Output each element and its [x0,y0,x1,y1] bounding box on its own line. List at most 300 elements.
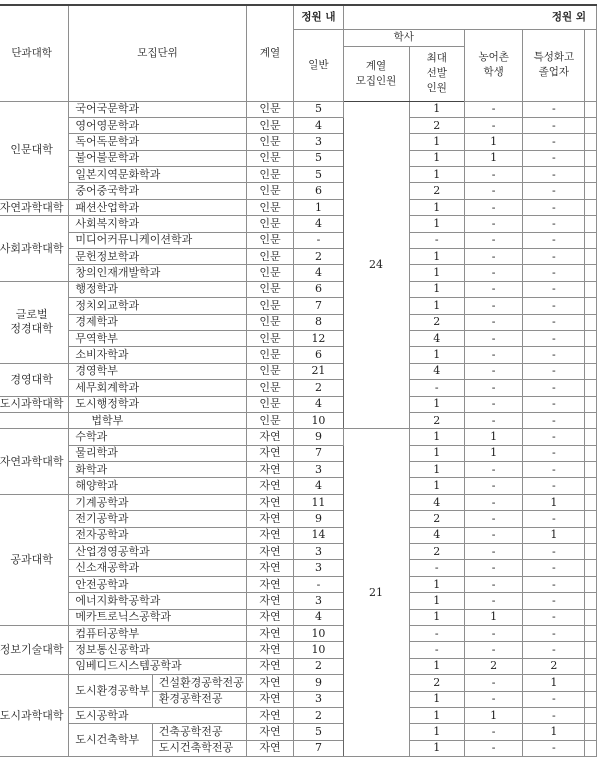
college-cell: 사회과학대학 [0,216,69,282]
rural-student-cell: 1 [465,134,523,150]
max-select-cell: 1 [409,724,464,740]
general-quota-cell: 3 [294,560,343,576]
field-cell: 인문 [246,150,294,166]
table-row [0,167,597,183]
special-grad-cell: - [523,347,585,363]
college-cell: 글로벌 정경대학 [0,281,69,363]
rural-student-cell: - [465,544,523,560]
general-quota-cell: 2 [294,658,343,674]
max-select-cell: 2 [409,511,464,527]
field-cell: 인문 [246,117,294,133]
rural-student-cell: - [465,675,523,691]
edge-cell [585,412,597,428]
table-row [0,609,597,625]
table-row [0,658,597,674]
table-row [0,330,597,346]
college-cell: 도시과학대학 [0,675,69,757]
table-row [0,593,597,609]
edge-cell [585,626,597,642]
field-cell: 자연 [246,675,294,691]
table-row [0,560,597,576]
general-quota-cell: 10 [294,626,343,642]
table-row [0,380,597,396]
general-quota-cell: 5 [294,150,343,166]
max-select-cell: 4 [409,494,464,510]
rural-student-cell: - [465,494,523,510]
edge-cell [585,167,597,183]
field-cell: 자연 [246,658,294,674]
special-grad-cell: - [523,396,585,412]
unit-cell: 안전공학과 [69,576,246,592]
unit-cell: 컴퓨터공학부 [69,626,246,642]
general-quota-cell: 8 [294,314,343,330]
special-grad-cell: - [523,363,585,379]
header-quota-in: 정원 내 [294,5,343,29]
max-select-cell: - [409,626,464,642]
special-grad-cell: - [523,199,585,215]
field-cell: 자연 [246,544,294,560]
rural-student-cell: - [465,101,523,117]
special-grad-cell: - [523,511,585,527]
field-cell: 인문 [246,216,294,232]
table-row [0,544,597,560]
special-grad-cell: - [523,626,585,642]
edge-cell [585,527,597,543]
max-select-cell: 1 [409,609,464,625]
max-select-cell: 1 [409,429,464,445]
edge-cell [585,544,597,560]
unit-cell: 영어영문학과 [69,117,246,133]
field-cell: 인문 [246,412,294,428]
rural-student-cell: - [465,117,523,133]
max-select-cell: 1 [409,249,464,265]
general-quota-cell: 5 [294,724,343,740]
unit-cell: 도시공학과 [69,707,246,723]
edge-cell [585,101,597,117]
field-cell: 인문 [246,347,294,363]
special-grad-cell: - [523,412,585,428]
max-select-cell: 2 [409,544,464,560]
edge-cell [585,675,597,691]
header-special-grad: 특성화고 졸업자 [523,29,585,101]
college-cell: 공과대학 [0,494,69,625]
max-select-cell: 4 [409,363,464,379]
general-quota-cell: 6 [294,183,343,199]
unit-cell: 독어독문학과 [69,134,246,150]
unit-cell: 경영학부 [69,363,246,379]
special-grad-cell: - [523,298,585,314]
field-cell: 인문 [246,330,294,346]
max-select-cell: 1 [409,462,464,478]
special-grad-cell: 1 [523,494,585,510]
edge-cell [585,216,597,232]
table-row [0,642,597,658]
general-quota-cell: 14 [294,527,343,543]
unit-cell: 중어중국학과 [69,183,246,199]
max-select-cell: 1 [409,691,464,707]
unit-cell: 신소재공학과 [69,560,246,576]
max-select-cell: 4 [409,527,464,543]
special-grad-cell: - [523,740,585,756]
field-cell: 자연 [246,626,294,642]
header-unit: 모집단위 [69,5,246,101]
max-select-cell: 1 [409,445,464,461]
edge-cell [585,511,597,527]
rural-student-cell: - [465,265,523,281]
unit-cell: 창의인재개발학과 [69,265,246,281]
rural-student-cell: - [465,216,523,232]
max-select-cell: 1 [409,347,464,363]
special-grad-cell: - [523,101,585,117]
table-row [0,478,597,494]
unit-cell: 수학과 [69,429,246,445]
special-grad-cell: - [523,216,585,232]
special-grad-cell: - [523,281,585,297]
general-quota-cell: 3 [294,462,343,478]
special-grad-cell: - [523,593,585,609]
rural-student-cell: - [465,347,523,363]
max-select-cell: 1 [409,658,464,674]
edge-cell [585,494,597,510]
special-grad-cell: - [523,380,585,396]
rural-student-cell: - [465,396,523,412]
college-cell: 자연과학대학 [0,429,69,495]
general-quota-cell: 1 [294,199,343,215]
rural-student-cell: - [465,380,523,396]
max-select-cell: - [409,560,464,576]
special-grad-cell: - [523,134,585,150]
unit-cell: 세무회계학과 [69,380,246,396]
rural-student-cell: - [465,314,523,330]
unit-cell: 산업경영공학과 [69,544,246,560]
rural-student-cell: - [465,626,523,642]
edge-cell [585,593,597,609]
edge-cell [585,117,597,133]
special-grad-cell: 1 [523,675,585,691]
edge-cell [585,363,597,379]
max-select-cell: 1 [409,199,464,215]
edge-cell [585,265,597,281]
special-grad-cell: - [523,609,585,625]
unit-cell: 미디어커뮤니케이션학과 [69,232,246,248]
unit-cell: 국어국문학과 [69,101,246,117]
field-cell: 자연 [246,511,294,527]
max-select-cell: 1 [409,167,464,183]
max-select-cell: 1 [409,298,464,314]
max-select-cell: 1 [409,150,464,166]
max-select-cell: 1 [409,593,464,609]
max-select-cell: - [409,642,464,658]
special-grad-cell: - [523,330,585,346]
rural-student-cell: - [465,183,523,199]
rural-student-cell: - [465,281,523,297]
rural-student-cell: - [465,740,523,756]
unit-cell: 일본지역문화학과 [69,167,246,183]
college-cell: 도시과학대학 [0,396,69,412]
college-cell: 인문대학 [0,101,69,199]
max-select-cell: 4 [409,330,464,346]
field-cell: 인문 [246,134,294,150]
rural-student-cell: 1 [465,445,523,461]
department-cell: 도시건축학부 [69,724,152,757]
max-select-cell: 1 [409,281,464,297]
special-grad-cell: - [523,691,585,707]
edge-cell [585,314,597,330]
max-select-cell: 1 [409,134,464,150]
special-grad-cell: - [523,183,585,199]
field-cell: 자연 [246,740,294,756]
general-quota-cell: 4 [294,117,343,133]
rural-student-cell: 1 [465,150,523,166]
table-row [0,445,597,461]
general-quota-cell: 4 [294,396,343,412]
field-cell: 자연 [246,527,294,543]
general-quota-cell: 3 [294,691,343,707]
general-quota-cell: 10 [294,642,343,658]
edge-cell [585,281,597,297]
rural-student-cell: - [465,330,523,346]
unit-cell: 행정학과 [69,281,246,297]
college-cell: 정보기술대학 [0,626,69,675]
rural-student-cell: 1 [465,707,523,723]
max-select-cell: 1 [409,707,464,723]
max-select-cell: 2 [409,117,464,133]
rural-student-cell: - [465,363,523,379]
field-cell: 인문 [246,167,294,183]
unit-cell: 무역학부 [69,330,246,346]
special-grad-cell: - [523,576,585,592]
header-field-recruit: 계열 모집인원 [343,46,409,101]
special-grad-cell: - [523,249,585,265]
table-row [0,265,597,281]
table-row [0,527,597,543]
special-grad-cell: - [523,544,585,560]
table-row [0,494,597,510]
unit-cell: 패션산업학과 [69,199,246,215]
header-field: 계열 [246,5,294,101]
edge-cell [585,380,597,396]
header-rural: 농어촌 학생 [465,29,523,101]
unit-cell: 해양학과 [69,478,246,494]
edge-cell [585,330,597,346]
field-cell: 인문 [246,249,294,265]
unit-cell: 환경공학전공 [152,691,246,707]
special-grad-cell: - [523,265,585,281]
edge-cell [585,724,597,740]
table-row [0,412,597,428]
general-quota-cell: 7 [294,445,343,461]
general-quota-cell: 4 [294,265,343,281]
general-quota-cell: 5 [294,101,343,117]
rural-student-cell: - [465,298,523,314]
edge-cell [585,150,597,166]
unit-cell: 화학과 [69,462,246,478]
edge-cell [585,232,597,248]
field-cell: 인문 [246,232,294,248]
special-grad-cell: - [523,707,585,723]
header-quota-out: 정원 외 [343,5,597,29]
unit-cell: 도시행정학과 [69,396,246,412]
max-select-cell: 1 [409,740,464,756]
field-cell: 인문 [246,380,294,396]
field-cell: 자연 [246,478,294,494]
rural-student-cell: 1 [465,609,523,625]
table-row [0,707,597,723]
general-quota-cell: 3 [294,593,343,609]
special-grad-cell: - [523,150,585,166]
edge-cell [585,691,597,707]
general-quota-cell: 5 [294,167,343,183]
general-quota-cell: 21 [294,363,343,379]
table-row [0,396,597,412]
special-grad-cell: - [523,445,585,461]
max-select-cell: - [409,380,464,396]
unit-cell: 에너지화학공학과 [69,593,246,609]
special-grad-cell: - [523,314,585,330]
field-cell: 인문 [246,396,294,412]
table-row [0,347,597,363]
edge-cell [585,396,597,412]
edge-cell [585,658,597,674]
unit-cell: 전자공학과 [69,527,246,543]
admission-quota-table [0,4,597,757]
rural-student-cell: 2 [465,658,523,674]
rural-student-cell: - [465,199,523,215]
unit-cell: 사회복지학과 [69,216,246,232]
field-cell: 자연 [246,593,294,609]
special-grad-cell: - [523,429,585,445]
unit-cell: 불어불문학과 [69,150,246,166]
edge-cell [585,740,597,756]
max-select-cell: 2 [409,183,464,199]
field-cell: 자연 [246,609,294,625]
general-quota-cell: 2 [294,707,343,723]
unit-cell: 메카트로닉스공학과 [69,609,246,625]
unit-cell: 법학부 [69,412,246,428]
table-row [0,134,597,150]
general-quota-cell: - [294,232,343,248]
rural-student-cell: - [465,232,523,248]
college-cell: 자연과학대학 [0,199,69,215]
table-row [0,249,597,265]
field-cell: 자연 [246,691,294,707]
college-cell: 경영대학 [0,363,69,396]
edge-cell [585,478,597,494]
rural-student-cell: - [465,593,523,609]
max-select-cell: 1 [409,265,464,281]
field-cell: 자연 [246,445,294,461]
general-quota-cell: 11 [294,494,343,510]
general-quota-cell: 7 [294,298,343,314]
rural-student-cell: - [465,560,523,576]
field-cell: 인문 [246,101,294,117]
field-cell: 자연 [246,707,294,723]
table-row [0,462,597,478]
general-quota-cell: 4 [294,478,343,494]
general-quota-cell: 7 [294,740,343,756]
rural-student-cell: - [465,576,523,592]
department-cell: 도시환경공학부 [69,675,152,708]
field-cell: 자연 [246,560,294,576]
general-quota-cell: 12 [294,330,343,346]
college-cell [0,412,69,428]
unit-cell: 경제학과 [69,314,246,330]
general-quota-cell: - [294,576,343,592]
general-quota-cell: 9 [294,675,343,691]
special-grad-cell: - [523,232,585,248]
table-row [0,117,597,133]
field-cell: 인문 [246,265,294,281]
max-select-cell: 1 [409,478,464,494]
header-general: 일반 [294,29,343,101]
edge-cell [585,462,597,478]
edge-cell [585,642,597,658]
special-grad-cell: - [523,478,585,494]
general-quota-cell: 10 [294,412,343,428]
max-select-cell: 2 [409,314,464,330]
unit-cell: 물리학과 [69,445,246,461]
edge-cell [585,576,597,592]
general-quota-cell: 6 [294,347,343,363]
special-grad-cell: 1 [523,527,585,543]
table-body [0,101,597,757]
edge-cell [585,429,597,445]
general-quota-cell: 2 [294,380,343,396]
table-row [0,298,597,314]
unit-cell: 문헌정보학과 [69,249,246,265]
edge-cell [585,134,597,150]
table-row [0,724,597,740]
field-cell: 인문 [246,183,294,199]
rural-student-cell: - [465,462,523,478]
unit-cell: 정보통신공학과 [69,642,246,658]
special-grad-cell: 2 [523,658,585,674]
header-max-select: 최대 선발 인원 [409,46,464,101]
table-row [0,232,597,248]
edge-cell [585,445,597,461]
table-row [0,314,597,330]
field-recruit-humanities: 24 [343,101,409,429]
special-grad-cell: - [523,167,585,183]
general-quota-cell: 2 [294,249,343,265]
general-quota-cell: 3 [294,544,343,560]
table-row [0,576,597,592]
unit-cell: 임베디드시스템공학과 [69,658,246,674]
max-select-cell: 2 [409,675,464,691]
special-grad-cell: - [523,117,585,133]
unit-cell: 전기공학과 [69,511,246,527]
table-row [0,626,597,642]
unit-cell: 정치외교학과 [69,298,246,314]
edge-cell [585,609,597,625]
general-quota-cell: 4 [294,216,343,232]
edge-cell [585,199,597,215]
table-row [0,675,597,691]
special-grad-cell: - [523,560,585,576]
general-quota-cell: 9 [294,511,343,527]
max-select-cell: 1 [409,396,464,412]
rural-student-cell: - [465,249,523,265]
rural-student-cell: - [465,167,523,183]
field-cell: 자연 [246,724,294,740]
unit-cell: 소비자학과 [69,347,246,363]
unit-cell: 도시건축학전공 [152,740,246,756]
header-bachelor: 학사 [343,29,465,46]
edge-cell [585,298,597,314]
table-row [0,150,597,166]
field-cell: 인문 [246,298,294,314]
table-row [0,363,597,379]
